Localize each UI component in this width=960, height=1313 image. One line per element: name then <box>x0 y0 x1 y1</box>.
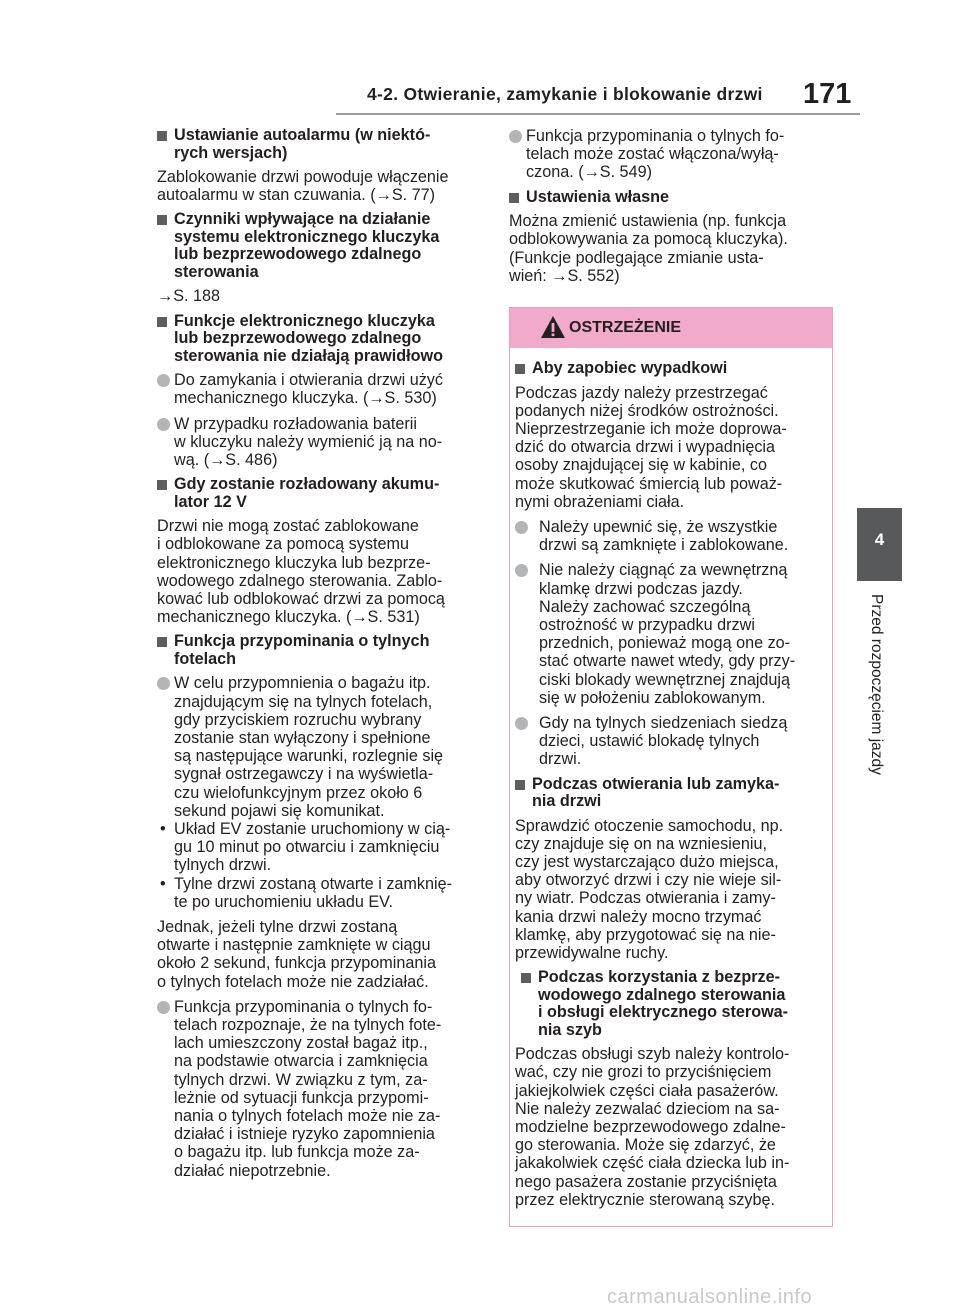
paragraph: Drzwi nie mogą zostać zablokowane i odblokowane za pomocą systemu elektronicznego kluczyka lub bezprze- wodowego zdalnego sterowania. Zablo- kować lub odblokować drzwi za pomocą mechanicznego kluczyka. (→S. 531) <box>157 517 445 627</box>
list-item-text: Funkcja przypominania o tylnych fo- telach rozpoznaje, że na tylnych fote- lach umieszczony został bagaż itp., na podstawie otwarcia i zamknięcia tylnych drzwi. W związku z tym, za- leżnie od sytuacji funkcja przypomi- nania o tylnych fotelach może nie za- działać i istnieje ryzyko zapomnienia o bagażu itp. lub funkcja może za- działać niepotrzebnie. <box>174 997 442 1180</box>
heading-rear-seat-reminder <box>157 633 482 668</box>
heading-battery <box>157 476 482 511</box>
warning-body <box>510 348 832 1209</box>
circle-bullet-icon <box>515 717 528 730</box>
list-item-text: Nie należy ciągnąć za wewnętrzną klamkę drzwi podczas jazdy. Należy zachować szczególną ostrożność w przypadku drzwi przednich, ponieważ mogą one zo- stać otwarte nawet wtedy, gdy przy- ciski blokady wewnętrznej znajdują się w położeniu zablokowanym. <box>539 561 796 707</box>
circle-bullet-icon <box>157 418 170 431</box>
square-bullet-icon <box>157 215 167 225</box>
square-bullet-icon <box>157 637 167 647</box>
list-item-text: W przypadku rozładowania baterii w kluczyku należy wymienić ją na no- wą. (→S. 486) <box>174 414 443 469</box>
circle-bullet-icon <box>515 521 528 534</box>
heading-text: Podczas otwierania lub zamyka- nia drzwi <box>532 774 780 811</box>
list-item-text: Należy upewnić się, że wszystkie drzwi są zamknięte i zablokowane. <box>539 517 789 555</box>
left-column <box>157 127 482 1187</box>
list-item-text: Do zamykania i otwierania drzwi użyć mechanicznego kluczyka. (→S. 530) <box>174 371 443 408</box>
heading-autoalarm <box>157 127 482 162</box>
list-item <box>515 561 826 707</box>
page-number: 171 <box>803 78 852 110</box>
paragraph: →S. 188 <box>157 287 220 306</box>
paragraph: Podczas jazdy należy przestrzegać podanych niżej środków ostrożności. Nieprzestrzeganie ich może doprowa- dzić do otwarcia drzwi i wypadnięcia osoby znajdującej się w kabinie, co może skutkować śmiercią lub poważ- nymi obrażeniami ciała. <box>515 383 787 511</box>
heading-remote-windows <box>515 969 826 1039</box>
heading-malfunction <box>157 313 482 366</box>
watermark: carmanualsonline.info <box>607 1286 813 1308</box>
heading-factors <box>157 211 482 281</box>
square-bullet-icon <box>157 131 167 141</box>
list-item <box>157 998 482 1180</box>
dot-bullet-icon: • <box>160 874 166 893</box>
warning-triangle-icon <box>540 315 566 339</box>
square-bullet-icon <box>509 193 519 203</box>
heading-custom-settings <box>509 189 835 207</box>
dot-bullet-icon: • <box>160 819 166 838</box>
sub-list-item-text: Układ EV zostanie uruchomiony w cią- gu 10 minut po otwarciu i zamknięciu tylnych drzwi. <box>174 819 451 875</box>
list-item <box>157 415 482 470</box>
circle-bullet-icon <box>157 1001 170 1014</box>
heading-opening-doors <box>515 776 826 811</box>
circle-bullet-icon <box>157 677 170 690</box>
list-item-text: Gdy na tylnych siedzeniach siedzą dzieci, ustawić blokadę tylnych drzwi. <box>539 713 788 769</box>
sub-list-item <box>157 820 482 875</box>
paragraph: Podczas obsługi szyb należy kontrolo- wać, czy nie grozi to przyciśnięciem jakiejkolwiek części ciała pasażerów. Nie należy zezwalać dzieciom na sa- modzielne bezprzewodowego zdalne- go sterowania. Może się zdarzyć, że jakakolwiek część ciała dziecka lub in- nego pasażera zostanie przyciśnięta przez elektrycznie sterowaną szybę. <box>515 1045 790 1209</box>
square-bullet-icon <box>515 364 525 374</box>
heading-text: Gdy zostanie rozładowany akumu- lator 12 V <box>174 475 440 511</box>
sub-list-item-text: Tylne drzwi zostaną otwarte i zamknię- te po uruchomieniu układu EV. <box>174 874 452 911</box>
circle-bullet-icon <box>509 130 522 143</box>
list-item <box>515 714 826 769</box>
paragraph: Jednak, jeżeli tylne drzwi zostaną otwarte i następnie zamknięte w ciągu około 2 sekund, funkcja przypominania o tylnych fotelach może nie zadziałać. <box>157 917 436 991</box>
heading-text: Ustawianie autoalarmu (w niektó- rych wersjach) <box>174 126 431 162</box>
heading-prevent-accident <box>515 360 826 378</box>
square-bullet-icon <box>157 480 167 490</box>
paragraph: Można zmienić ustawienia (np. funkcja odblokowywania za pomocą kluczyka). (Funkcje podlegające zmianie usta- wień: →S. 552) <box>509 212 788 285</box>
warning-box <box>509 307 833 1227</box>
section-title: 4-2. Otwieranie, zamykanie i blokowanie drzwi <box>367 84 763 104</box>
chapter-label: Przed rozpoczęciem jazdy <box>868 594 885 775</box>
circle-bullet-icon <box>515 564 528 577</box>
paragraph: Sprawdzić otoczenie samochodu, np. czy znajduje się on na wzniesieniu, czy jest wystarczająco dużo miejsca, aby otworzyć drzwi i czy nie wieje sil- ny wiatr. Podczas otwierania i zamy- kania drzwi należy mocno trzymać klamkę, aby przygotować się na nie- przewidywalne ruchy. <box>515 816 784 962</box>
heading-text: Funkcja przypominania o tylnych fotelach <box>174 632 430 668</box>
list-item <box>157 371 482 407</box>
circle-bullet-icon <box>157 374 170 387</box>
paragraph: Zablokowanie drzwi powoduje włączenie autoalarmu w stan czuwania. (→S. 77) <box>157 168 449 205</box>
heading-text: Czynniki wpływające na działanie systemu elektronicznego kluczyka lub bezprzewodowego zdalnego sterowania <box>174 210 440 281</box>
warning-header <box>510 308 832 348</box>
warning-title: OSTRZEŻENIE <box>569 319 682 336</box>
square-bullet-icon <box>515 780 525 790</box>
list-item <box>509 127 835 182</box>
chapter-number: 4 <box>874 530 885 549</box>
sub-list-item <box>157 875 482 911</box>
heading-text: Ustawienia własne <box>526 187 670 206</box>
list-item-text: Funkcja przypominania o tylnych fo- telach może zostać włączona/wyłą- czona. (→S. 549) <box>526 127 785 182</box>
list-item <box>515 518 826 554</box>
header-divider <box>336 113 860 115</box>
list-item <box>157 674 482 820</box>
list-item-text: W celu przypomnienia o bagażu itp. znajdującym się na tylnych fotelach, gdy przyciskiem rozruchu wybrany zostanie stan wyłączony i spełnione są następujące warunki, rozlegnie się sygnał ostrzegawczy i na wyświetla- czu wielofunkcyjnym przez około 6 sekund pojawi się komunikat. <box>174 674 444 820</box>
heading-text: Aby zapobiec wypadkowi <box>532 359 728 377</box>
square-bullet-icon <box>521 973 531 983</box>
heading-text: Funkcje elektronicznego kluczyka lub bezprzewodowego zdalnego sterowania nie działają prawidłowo <box>174 311 443 365</box>
right-column <box>509 127 835 292</box>
square-bullet-icon <box>157 317 167 327</box>
heading-text: Podczas korzystania z bezprze- wodowego zdalnego sterowania i obsługi elektrycznego sterowa- nia szyb <box>538 968 789 1039</box>
